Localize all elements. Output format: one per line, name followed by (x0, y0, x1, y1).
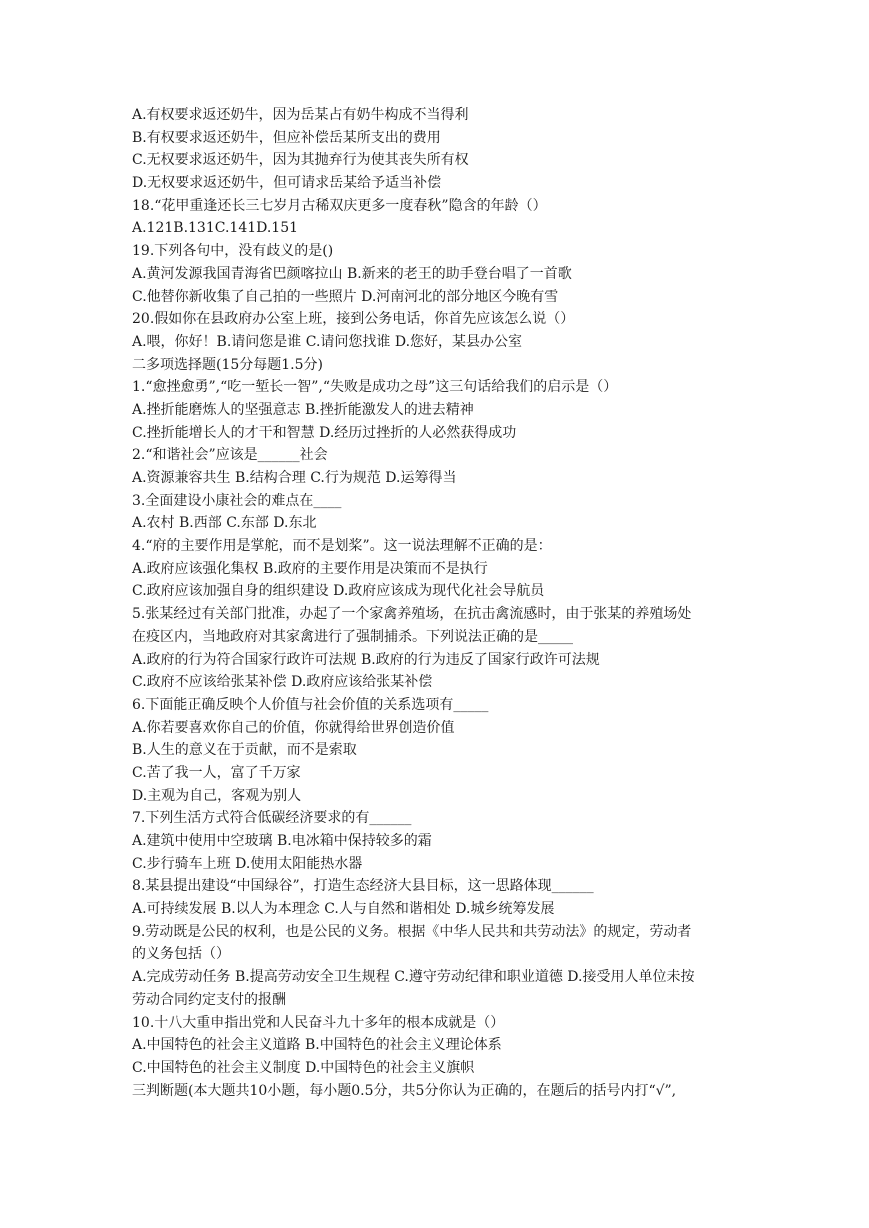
question-mc-5: 5.张某经过有关部门批准，办起了一个家禽养殖场，在抗击禽流感时，由于张某的养殖场处 (132, 606, 692, 623)
text-line: A.可持续发展 B.以人为本理念 C.人与自然和谐相处 D.城乡统筹发展 (132, 901, 555, 918)
text-line: 在疫区内，当地政府对其家禽进行了强制捕杀。下列说法正确的是_____ (132, 628, 573, 645)
text-line: A.有权要求返还奶牛，因为岳某占有奶牛构成不当得利 (132, 107, 469, 123)
text-line: B.人生的意义在于贡献，而不是索取 (132, 742, 357, 759)
question-mc-4: 4.“府的主要作用是掌舵，而不是划桨”。这一说法理解不正确的是： (132, 538, 552, 555)
text-line: 的义务包括（） (132, 946, 230, 963)
text-line: C.政府应该加强自身的组织建设 D.政府应该成为现代化社会导航员 (132, 583, 545, 600)
question-18: 18.“花甲重逢还长三七岁月古稀双庆更多一度春秋”隐含的年龄（） (132, 197, 547, 214)
question-mc-10: 10.十八大重申指出党和人民奋斗九十多年的根本成就是（） (132, 1014, 505, 1031)
text-line: D.无权要求返还奶牛，但可请求岳某给予适当补偿 (132, 175, 442, 192)
document-body (132, 104, 742, 1102)
text-line: B.有权要求返还奶牛，但应补偿岳某所支出的费用 (132, 129, 441, 146)
text-line: A.你若要喜欢你自己的价值，你就得给世界创造价值 (132, 719, 455, 736)
text-line: C.无权要求返还奶牛，因为其抛弃行为使其丧失所有权 (132, 152, 469, 169)
text-line: A.建筑中使用中空玻璃 B.电冰箱中保持较多的霜 (132, 833, 432, 849)
text-line: C.挫折能增长人的才干和智慧 D.经历过挫折的人必然获得成功 (132, 424, 517, 441)
question-19: 19.下列各句中，没有歧义的是() (132, 243, 334, 260)
question-mc-2: 2.“和谐社会”应该是______社会 (132, 447, 328, 464)
text-line: A.121B.131C.141D.151 (132, 220, 299, 237)
section-heading-multiple-choice: 二多项选择题(15分每题1.5分) (132, 356, 324, 373)
question-20: 20.假如你在县政府办公室上班，接到公务电话，你首先应该怎么说（） (132, 311, 575, 328)
question-mc-8: 8.某县提出建设“中国绿谷”，打造生态经济大县目标，这一思路体现______ (132, 878, 594, 895)
text-line: 劳动合同约定支付的报酬 (132, 991, 286, 1008)
text-line: A.政府应该强化集权 B.政府的主要作用是决策而不是执行 (132, 560, 488, 577)
question-mc-3: 3.全面建设小康社会的难点在____ (132, 492, 342, 509)
text-line: C.他替你新收集了自己拍的一些照片 D.河南河北的部分地区今晚有雪 (132, 288, 559, 305)
text-line: A.完成劳动任务 B.提高劳动安全卫生规程 C.遵守劳动纪律和职业道德 D.接受用人单位未按 (132, 969, 695, 986)
text-line: C.政府不应该给张某补偿 D.政府应该给张某补偿 (132, 674, 433, 691)
question-mc-9: 9.劳动既是公民的权利，也是公民的义务。根据《中华人民共和共劳动法》的规定，劳动者 (132, 923, 692, 940)
text-line: A.挫折能磨炼人的坚强意志 B.挫折能激发人的进去精神 (132, 401, 474, 418)
text-line: D.主观为自己，客观为别人 (132, 787, 302, 804)
text-line: A.农村 B.西部 C.东部 D.东北 (132, 515, 317, 532)
text-line: A.政府的行为符合国家行政许可法规 B.政府的行为违反了国家行政许可法规 (132, 651, 600, 668)
text-line: C.苦了我一人，富了千万家 (132, 764, 301, 781)
section-heading-true-false: 三判断题(本大题共10小题，每小题0.5分，共5分你认为正确的，在题后的括号内打“√”, (132, 1082, 677, 1099)
question-mc-6: 6.下面能正确反映个人价值与社会价值的关系选项有_____ (132, 696, 489, 713)
text-line: A.中国特色的社会主义道路 B.中国特色的社会主义理论体系 (132, 1037, 502, 1054)
text-line: C.中国特色的社会主义制度 D.中国特色的社会主义旗帜 (132, 1059, 475, 1076)
text-line: A.资源兼容共生 B.结构合理 C.行为规范 D.运筹得当 (132, 470, 457, 486)
question-mc-7: 7.下列生活方式符合低碳经济要求的有______ (132, 810, 412, 827)
question-mc-1: 1.“愈挫愈勇”,“吃一堑长一智”,“失败是成功之母”这三句话给我们的启示是（） (132, 379, 618, 396)
text-line: A.黄河发源我国青海省巴颜喀拉山 B.新来的老王的助手登台唱了一首歌 (132, 265, 572, 282)
text-line: A.喂，你好！B.请问您是谁 C.请问您找谁 D.您好，某县办公室 (132, 333, 523, 350)
text-line: C.步行骑车上班 D.使用太阳能热水器 (132, 855, 363, 872)
